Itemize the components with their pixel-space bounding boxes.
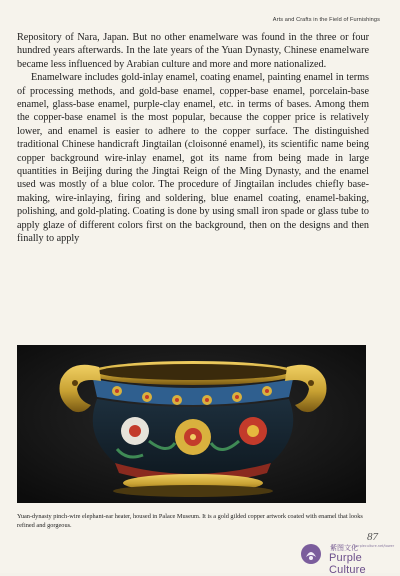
page-number: 87 xyxy=(367,531,378,543)
figure-caption: Yuan-dynasty pinch-wire elephant-ear heater, housed in Palace Museum. It is a gold gilded copper artwork coated with enamel that looks refined and gorgeous. xyxy=(17,513,363,530)
body-text xyxy=(17,31,369,246)
logo-url-text: purpleculture.net/tower xyxy=(354,544,395,548)
cloisonne-heater-image xyxy=(17,345,366,503)
logo-chinese-text: 紫图文化 xyxy=(330,544,358,552)
paragraph: Enamelware includes gold-inlay enamel, coating enamel, painting enamel in terms of processing methods, and gold-base enamel, copper-base enamel, porcelain-base enamel, glass-base enamel, purple-clay enamel, etc. in terms of bases. Among them the copper-base enamel is the most popular, because the copper price is relatively lower, and enamel is easier to adhere to the copper surface. The distinguished traditional Chinese handicraft Jingtailan (cloisonné enamel), its scientific name being copper background wire-inlay enamel, got its name from being made in large quantities in Beijing during the Jingtai Reign of the Ming Dynasty, and the enamel used was mostly of a blue color. The procedure of Jingtailan includes chiefly base-making, wire-inlaying, firing and soldering, blue enamel coating, enamel-baking, polishing, and gold-plating. Coating is done by using small iron spade or glass tube to apply glaze of different colors first on the background, then on the designs and then finally to apply xyxy=(17,72,369,245)
running-head: Arts and Crafts in the Field of Furnishings xyxy=(272,17,380,23)
purple-culture-logo-icon xyxy=(300,543,322,565)
watermark-logo xyxy=(296,540,400,576)
paragraph: Repository of Nara, Japan. But no other enamelware was found in the three or four hundred years afterwards. In the late years of the Yuan Dynasty, Chinese enamelware became less influenced by Arabian culture and more and more nationalized. xyxy=(17,32,369,70)
logo-english-text: Purple Culture xyxy=(329,552,366,576)
figure-photo xyxy=(17,345,366,503)
